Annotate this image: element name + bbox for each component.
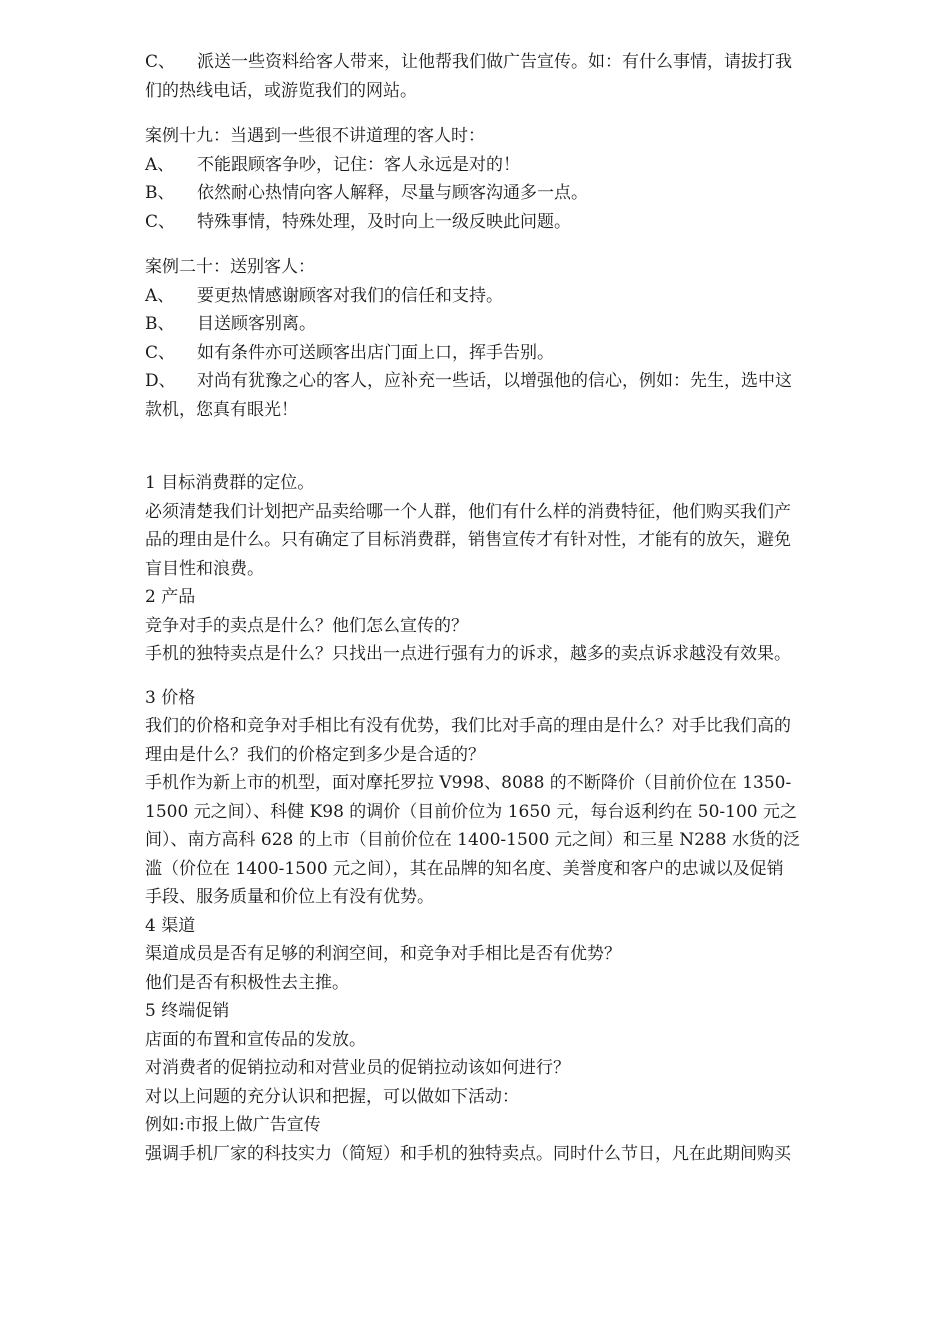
section-3-heading: 3 价格 bbox=[145, 687, 196, 708]
list-item bbox=[145, 282, 880, 311]
paragraph-line: 强调手机厂家的科技实力（简短）和手机的独特卖点。同时什么节日，凡在此期间购买 bbox=[145, 1143, 791, 1164]
paragraph-line: 他们是否有积极性去主推。 bbox=[145, 972, 349, 993]
list-item bbox=[145, 310, 880, 339]
section-5-heading: 5 终端促销 bbox=[145, 1001, 230, 1021]
list-marker: A、 bbox=[145, 285, 175, 306]
list-item bbox=[145, 208, 880, 237]
list-marker: B、 bbox=[145, 183, 175, 203]
paragraph-line: 1500 元之间）、科健 K98 的调价（目前价位为 1650 元，每台返利约在 50-100 元之 bbox=[145, 801, 798, 822]
paragraph-line: 理由是什么？我们的价格定到多少是合适的？ bbox=[145, 744, 485, 765]
paragraph-line: 盲目性和浪费。 bbox=[145, 558, 264, 579]
list-marker: B、 bbox=[145, 314, 175, 334]
spacer bbox=[145, 669, 880, 684]
spacer bbox=[145, 236, 880, 253]
list-text: 要更热情感谢顾客对我们的信任和支持。 bbox=[197, 285, 503, 306]
list-marker: C、 bbox=[145, 52, 176, 72]
paragraph-line: 对消费者的促销拉动和对营业员的促销拉动该如何进行？ bbox=[145, 1058, 570, 1078]
list-text: 目送顾客别离。 bbox=[197, 314, 316, 334]
list-text: 特殊事情，特殊处理，及时向上一级反映此问题。 bbox=[197, 211, 571, 232]
list-item bbox=[145, 367, 880, 396]
text-line: 款机，您真有眼光！ bbox=[145, 399, 298, 420]
list-item bbox=[145, 179, 880, 208]
spacer bbox=[145, 424, 880, 469]
text-line: 们的热线电话，或游览我们的网站。 bbox=[145, 80, 417, 101]
paragraph-line: 渠道成员是否有足够的利润空间，和竞争对手相比是否有优势？ bbox=[145, 944, 621, 964]
list-text: 对尚有犹豫之心的客人，应补充一些话，以增强他的信心，例如：先生，选中这 bbox=[197, 371, 792, 391]
list-item bbox=[145, 48, 880, 77]
paragraph-line: 间）、南方高科 628 的上市（目前价位在 1400-1500 元之间）和三星 N288 水货的泛 bbox=[145, 830, 800, 850]
paragraph-line: 店面的布置和宣传品的发放。 bbox=[145, 1029, 366, 1050]
list-marker: C、 bbox=[145, 211, 176, 232]
case20-heading: 案例二十：送别客人： bbox=[145, 257, 315, 277]
case19-heading: 案例十九：当遇到一些很不讲道理的客人时： bbox=[145, 126, 485, 146]
list-marker: D、 bbox=[145, 371, 176, 391]
list-item bbox=[145, 339, 880, 368]
paragraph-line: 手机作为新上市的机型，面对摩托罗拉 V998、8088 的不断降价（目前价位在 1350- bbox=[145, 773, 792, 793]
paragraph-line: 必须清楚我们计划把产品卖给哪一个人群，他们有什么样的消费特征，他们购买我们产 bbox=[145, 501, 791, 522]
list-text: 依然耐心热情向客人解释，尽量与顾客沟通多一点。 bbox=[197, 183, 588, 203]
paragraph-line: 我们的价格和竞争对手相比有没有优势，我们比对手高的理由是什么？对手比我们高的 bbox=[145, 716, 791, 736]
text-line: 派送一些资料给客人带来，让他帮我们做广告宣传。如：有什么事情，请拔打我 bbox=[197, 52, 792, 72]
list-marker: C、 bbox=[145, 342, 176, 363]
spacer bbox=[145, 105, 880, 122]
list-text bbox=[197, 48, 880, 77]
paragraph-line: 手段、服务质量和价位上有没有优势。 bbox=[145, 887, 434, 907]
section-4-heading: 4 渠道 bbox=[145, 915, 196, 936]
paragraph-line: 对以上问题的充分认识和把握，可以做如下活动： bbox=[145, 1086, 519, 1107]
paragraph-line: 例如:市报上做广告宣传 bbox=[145, 1115, 321, 1135]
paragraph-line: 品的理由是什么。只有确定了目标消费群，销售宣传才有针对性，才能有的放矢，避免 bbox=[145, 530, 791, 550]
document-body bbox=[145, 48, 880, 1168]
list-marker: A、 bbox=[145, 154, 175, 175]
list-text: 不能跟顾客争吵，记住：客人永远是对的！ bbox=[197, 154, 520, 175]
section-1-heading: 1 目标消费群的定位。 bbox=[145, 473, 315, 493]
list-item bbox=[145, 151, 880, 180]
paragraph-line: 竞争对手的卖点是什么？他们怎么宣传的？ bbox=[145, 615, 468, 636]
paragraph-line: 滥（价位在 1400-1500 元之间），其在品牌的知名度、美誉度和客户的忠诚以及促销 bbox=[145, 858, 784, 879]
list-text: 如有条件亦可送顾客出店门面上口，挥手告别。 bbox=[197, 342, 554, 363]
section-2-heading: 2 产品 bbox=[145, 587, 196, 607]
paragraph-line: 手机的独特卖点是什么？只找出一点进行强有力的诉求，越多的卖点诉求越没有效果。 bbox=[145, 644, 791, 664]
